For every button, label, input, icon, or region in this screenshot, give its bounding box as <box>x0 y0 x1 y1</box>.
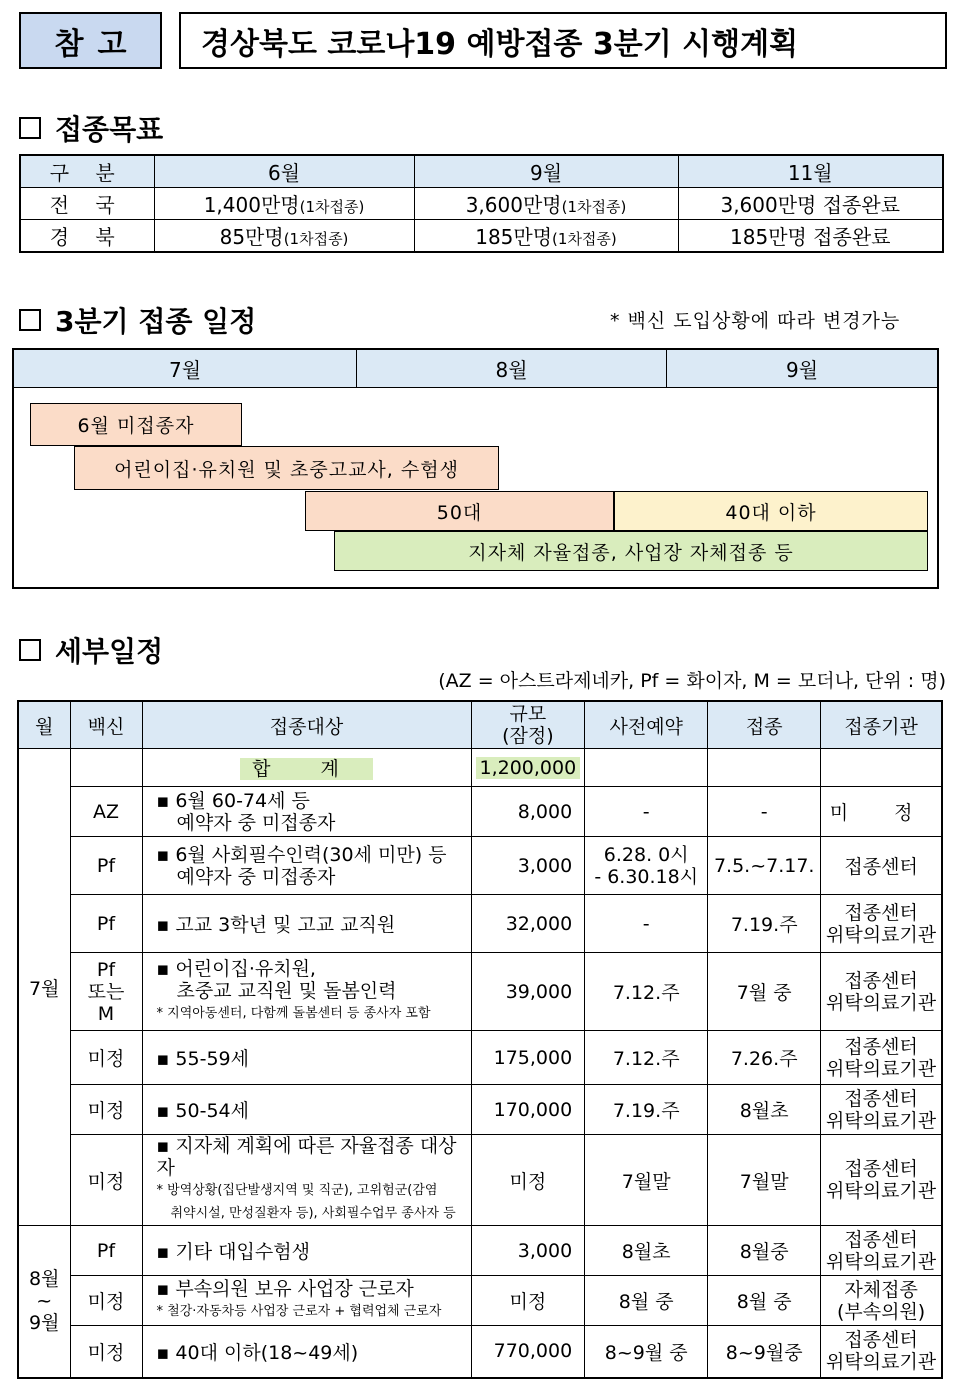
table-row <box>18 1135 942 1226</box>
target-cell: ▪ 고교 3학년 및 고교 교직원 <box>142 895 471 953</box>
reserve-cell: 7월말 <box>585 1135 708 1226</box>
vacc-cell: 7월 중 <box>708 953 821 1031</box>
table-row-total <box>18 749 942 787</box>
table-row <box>18 1031 942 1085</box>
row-label: 경 북 <box>20 220 154 253</box>
column-header: 접종대상 <box>142 701 471 749</box>
section-heading-targets <box>19 108 163 148</box>
vaccine-cell: Pf 또는 M <box>70 953 142 1031</box>
table-cell: 185만명 접종완료 <box>678 220 943 253</box>
reserve-cell: 8~9월 중 <box>585 1326 708 1378</box>
schedule-bar-40s-and-under: 40대 이하 <box>614 491 928 531</box>
reserve-cell: 7.12.주 <box>585 953 708 1031</box>
table-cell <box>585 749 708 787</box>
target-cell: ▪ 50-54세 <box>142 1085 471 1135</box>
section-heading-text: 접종목표 <box>55 113 164 146</box>
targets-table <box>19 154 944 253</box>
section-heading-schedule <box>19 300 256 340</box>
section-heading-details <box>19 630 163 670</box>
scale-cell: 32,000 <box>471 895 585 953</box>
month-cell-aug-sep: 8월 ~ 9월 <box>18 1226 70 1378</box>
reserve-cell: 8월 중 <box>585 1276 708 1326</box>
org-cell: 미 정 <box>821 787 942 837</box>
vacc-cell: 7.5.~7.17. <box>708 837 821 895</box>
table-header-row <box>18 701 942 749</box>
target-cell: ▪ 55-59세 <box>142 1031 471 1085</box>
vacc-cell: 7.26.주 <box>708 1031 821 1085</box>
schedule-bar-june-unvaccinated: 6월 미접종자 <box>30 403 242 446</box>
page-title <box>179 12 947 69</box>
target-cell: ▪ 부속의원 보유 사업장 근로자 * 철강·자동차등 사업장 근로자 + 협력업체 근로자 <box>142 1276 471 1326</box>
vaccine-cell: Pf <box>70 837 142 895</box>
checkbox-icon <box>19 639 41 661</box>
vacc-cell: 8~9월중 <box>708 1326 821 1378</box>
scale-cell: 3,000 <box>471 1226 585 1276</box>
column-header: 9월 <box>414 155 678 188</box>
vaccine-cell: 미정 <box>70 1135 142 1226</box>
scale-cell: 170,000 <box>471 1085 585 1135</box>
schedule-chart <box>12 348 939 589</box>
month-cell-july: 7월 <box>18 749 70 1226</box>
org-cell: 접종센터 위탁의료기관 <box>821 953 942 1031</box>
reserve-cell: - <box>585 895 708 953</box>
scale-cell: 175,000 <box>471 1031 585 1085</box>
scale-cell: 39,000 <box>471 953 585 1031</box>
column-header: 11월 <box>678 155 943 188</box>
column-header: 접종 <box>708 701 821 749</box>
table-row <box>18 837 942 895</box>
table-row <box>18 1326 942 1378</box>
table-row <box>18 895 942 953</box>
table-row <box>18 1226 942 1276</box>
target-cell: ▪ 지자체 계획에 따른 자율접종 대상자 * 방역상황(집단발생지역 및 직군), 고위험군(감염 취약시설, 만성질환자 등), 사회필수업무 종사자 등 <box>142 1135 471 1226</box>
vaccine-cell: Pf <box>70 1226 142 1276</box>
checkbox-icon <box>19 309 41 331</box>
vacc-cell: 8월중 <box>708 1226 821 1276</box>
table-header-row <box>20 155 943 188</box>
column-header: 6월 <box>154 155 414 188</box>
page-title-text: 경상북도 코로나19 예방접종 3분기 시행계획 <box>201 26 799 62</box>
row-label: 전 국 <box>20 188 154 220</box>
scale-cell: 미정 <box>471 1135 585 1226</box>
org-cell: 접종센터 위탁의료기관 <box>821 1085 942 1135</box>
vaccine-cell: 미정 <box>70 1326 142 1378</box>
org-cell: 접종센터 <box>821 837 942 895</box>
table-cell: 185만명(1차접종) <box>414 220 678 253</box>
vacc-cell: 7.19.주 <box>708 895 821 953</box>
checkbox-icon <box>19 117 41 139</box>
detail-schedule-table <box>17 700 943 1379</box>
table-row <box>18 1085 942 1135</box>
schedule-bar-local-autonomous: 지자체 자율접종, 사업장 자체접종 등 <box>334 531 928 571</box>
column-header: 백신 <box>70 701 142 749</box>
scale-cell: 8,000 <box>471 787 585 837</box>
table-row <box>20 220 943 253</box>
scale-cell: 미정 <box>471 1276 585 1326</box>
org-cell: 접종센터 위탁의료기관 <box>821 1135 942 1226</box>
month-header-july: 7월 <box>14 350 357 388</box>
vaccine-cell: 미정 <box>70 1031 142 1085</box>
table-row <box>18 787 942 837</box>
column-header: 사전예약 <box>585 701 708 749</box>
column-header: 구 분 <box>20 155 154 188</box>
target-cell: ▪ 어린이집·유치원, 초중교 교직원 및 돌봄인력 * 지역아동센터, 다함께 돌봄센터 등 종사자 포함 <box>142 953 471 1031</box>
target-cell: ▪ 기타 대입수험생 <box>142 1226 471 1276</box>
total-label-cell: 합 계 <box>142 749 471 787</box>
table-cell: 3,600만명(1차접종) <box>414 188 678 220</box>
column-header: 월 <box>18 701 70 749</box>
reserve-cell: 7.12.주 <box>585 1031 708 1085</box>
total-value-cell: 1,200,000 <box>471 749 585 787</box>
table-cell: 3,600만명 접종완료 <box>678 188 943 220</box>
table-cell <box>70 749 142 787</box>
org-cell: 접종센터 위탁의료기관 <box>821 895 942 953</box>
reserve-cell: - <box>585 787 708 837</box>
vacc-cell: - <box>708 787 821 837</box>
vaccine-cell: AZ <box>70 787 142 837</box>
org-cell: 자체접종 (부속의원) <box>821 1276 942 1326</box>
table-row <box>20 188 943 220</box>
reserve-cell: 7.19.주 <box>585 1085 708 1135</box>
month-header-september: 9월 <box>667 350 937 388</box>
column-header: 규모 (잠정) <box>471 701 585 749</box>
scale-cell: 770,000 <box>471 1326 585 1378</box>
reference-label: 참고 <box>54 26 141 62</box>
schedule-note: * 백신 도입상황에 따라 변경가능 <box>610 310 901 332</box>
reserve-cell: 6.28. 0시 - 6.30.18시 <box>585 837 708 895</box>
vaccine-cell: Pf <box>70 895 142 953</box>
vaccine-cell: 미정 <box>70 1085 142 1135</box>
table-row <box>18 1276 942 1326</box>
table-cell: 1,400만명(1차접종) <box>154 188 414 220</box>
section-heading-text: 세부일정 <box>55 635 164 668</box>
section-heading-text: 3분기 접종 일정 <box>55 305 257 338</box>
scale-cell: 3,000 <box>471 837 585 895</box>
target-cell: ▪ 6월 사회필수인력(30세 미만) 등 예약자 중 미접종자 <box>142 837 471 895</box>
vacc-cell: 8월 중 <box>708 1276 821 1326</box>
org-cell: 접종센터 위탁의료기관 <box>821 1326 942 1378</box>
reference-badge <box>19 12 162 69</box>
month-header-august: 8월 <box>357 350 667 388</box>
table-cell <box>708 749 821 787</box>
vaccine-cell: 미정 <box>70 1276 142 1326</box>
table-row <box>18 953 942 1031</box>
vaccine-legend: (AZ = 아스트라제네카, Pf = 화이자, M = 모더나, 단위 : 명) <box>438 670 946 692</box>
reserve-cell: 8월초 <box>585 1226 708 1276</box>
org-cell: 접종센터 위탁의료기관 <box>821 1031 942 1085</box>
schedule-bar-teachers: 어린이집·유치원 및 초중고교사, 수험생 <box>74 446 499 490</box>
vacc-cell: 8월초 <box>708 1085 821 1135</box>
table-cell <box>821 749 942 787</box>
target-cell: ▪ 40대 이하(18~49세) <box>142 1326 471 1378</box>
vacc-cell: 7월말 <box>708 1135 821 1226</box>
target-cell: ▪ 6월 60-74세 등 예약자 중 미접종자 <box>142 787 471 837</box>
schedule-bar-50s: 50대 <box>305 491 614 531</box>
column-header: 접종기관 <box>821 701 942 749</box>
table-cell: 85만명(1차접종) <box>154 220 414 253</box>
org-cell: 접종센터 위탁의료기관 <box>821 1226 942 1276</box>
